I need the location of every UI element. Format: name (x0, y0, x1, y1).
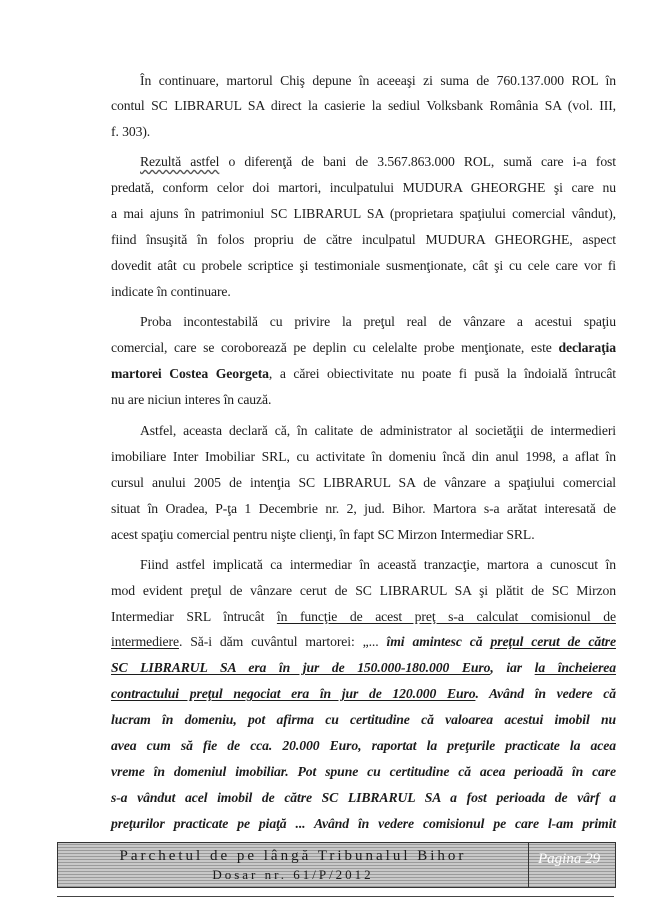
page-border-line (57, 896, 614, 897)
text-line: Astfel, aceasta declară că, în calitate de administrator al societăţii de intermedieri (140, 423, 616, 438)
text-line: intermediere. Să-i dăm cuvântul martorei: „... îmi amintesc că preţul cerut de către (111, 634, 616, 649)
text-line: Proba incontestabilă cu privire la preţul real de vânzare a acestui spaţiu (140, 314, 616, 329)
text-line: indicate în continuare. (111, 284, 231, 299)
text-line: Intermediar SRL întrucât în funcţie de acest preţ s-a calculat comisionul de (111, 609, 616, 624)
text-line: contul SC LIBRARUL SA direct la casierie la sediul Volksbank România SA (vol. III, (111, 98, 616, 113)
text-line: avea cum să fie de cca. 20.000 Euro, raportat la preţurile practicate la acea (111, 738, 616, 753)
text-line: comercial, care se coroborează pe deplin cu celelalte probe menţionate, este declaraţia (111, 340, 616, 355)
footer-office-block (58, 843, 529, 887)
page-footer (57, 842, 616, 888)
text-line: imobiliare Inter Imobiliar SRL, cu activitate în domeniu încă din anul 1998, a aflat în (111, 449, 616, 464)
text-line: martorei Costea Georgeta, a cărei obiectivitate nu poate fi pusă la îndoială întrucât (111, 366, 616, 381)
footer-office-name: Parchetul de pe lângă Tribunalul Bihor (119, 848, 467, 864)
handwritten-underline: Rezultă astfel (140, 154, 220, 169)
text-line: cursul anului 2005 de intenţia SC LIBRARUL SA de vânzare a spaţiului comercial (111, 475, 616, 490)
text-line: Rezultă astfel o diferenţă de bani de 3.567.863.000 ROL, sumă care i-a fost (140, 154, 616, 169)
text-line: f. 303). (111, 124, 151, 139)
text-line: Fiind astfel implicată ca intermediar în această tranzacţie, martora a cunoscut în (140, 557, 616, 572)
text-line: s-a vândut acel imobil de către SC LIBRARUL SA a fost perioada de vârf a (111, 790, 616, 805)
text-line: fiind însuşită în folos propriu de către inculpatul MUDURA GHEORGHE, aspect (111, 232, 616, 247)
text-line: predată, conform celor doi martori, inculpatului MUDURA GHEORGHE şi care nu (111, 180, 616, 195)
text-line: mod evident preţul de vânzare cerut de SC LIBRARUL SA şi plătit de SC Mirzon (111, 583, 616, 598)
text-line: În continuare, martorul Chiş depune în aceeaşi zi suma de 760.137.000 ROL în (140, 73, 616, 88)
page-number: Pagina 29 (538, 851, 601, 867)
footer-file-number: Dosar nr. 61/P/2012 (212, 867, 374, 882)
text-line: contractului preţul negociat era în jur de 120.000 Euro. Având în vedere că (111, 686, 616, 701)
text-line: a mai ajuns în patrimoniul SC LIBRARUL SA (proprietara spaţiului comercial vândut), (111, 206, 616, 221)
text-line: dovedit atât cu probele scriptice şi testimoniale susmenţionate, cât şi cu cele care vor fi (111, 258, 616, 273)
text-line: acest spaţiu comercial pentru nişte clienţi, în fapt SC Mirzon Intermediar SRL. (111, 527, 535, 542)
text-line: situat în Oradea, P-ţa 1 Decembrie nr. 2, jud. Bihor. Martora s-a arătat interesată de (111, 501, 616, 516)
text-line: lucram în domeniu, pot afirma cu certitudine că valoarea acestui imobil nu (111, 712, 616, 727)
text-line: nu are niciun interes în cauză. (111, 392, 272, 407)
text-line: preţurilor practicate pe piaţă ... Având în vedere comisionul pe care l-am primit (111, 816, 616, 831)
text-line: SC LIBRARUL SA era în jur de 150.000-180.000 Euro, iar la încheierea (111, 660, 617, 675)
text-line: vreme în domeniul imobiliar. Pot spune cu certitudine că acea perioadă în care (111, 764, 616, 779)
